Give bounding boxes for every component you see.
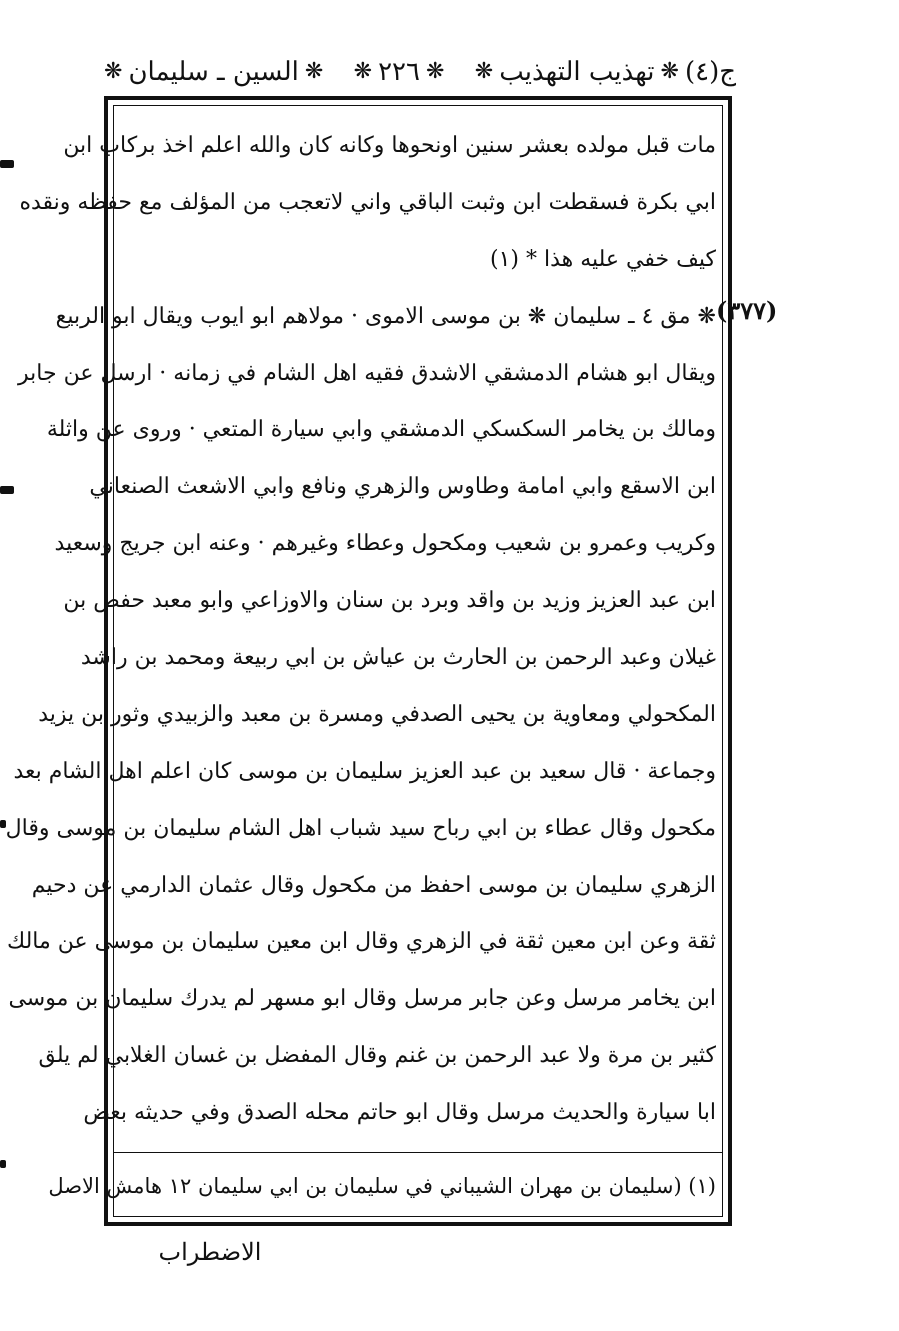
text-line: مات قبل مولده بعشر سنين اونحوها وكانه كان والله اعلم اخذ بركاب ابن [63, 133, 716, 158]
book-title: تهذيب التهذيب [499, 57, 655, 87]
margin-tick [0, 160, 14, 168]
text-line: وكريب وعمرو بن شعيب ومكحول وعطاء وغيرهم · وعنه ابن جريج وسعيد [54, 531, 716, 557]
text-line: كثير بن مرة ولا عبد الرحمن بن غنم وقال المفضل بن غسان الغلابي لم يلق [38, 1043, 716, 1069]
entry-number: (٣٧٧) [716, 296, 778, 325]
margin-tick [0, 486, 14, 494]
volume-label: ج(٤) [684, 57, 736, 87]
text-line: مكحول وقال عطاء بن ابي رباح سيد شباب اهل الشام سليمان بن موسى وقال [5, 815, 716, 841]
header-volume-title [475, 57, 736, 87]
ornament-icon: ❋ [104, 59, 123, 84]
text-line: كيف خفي عليه هذا * (١) [489, 246, 716, 272]
running-header [104, 40, 736, 104]
text-line: ابي بكرة فسقطت ابن وثبت الباقي واني لاتعجب من المؤلف مع حفظه ونقده [19, 189, 716, 215]
ornament-icon: ❋ [353, 59, 373, 84]
margin-tick [0, 1160, 6, 1168]
footnote: (١) (سليمان بن مهران الشيباني في سليمان بن ابي سليمان ١٢ هامش الاصل [48, 1174, 716, 1198]
entry-heading-line: ❋ مق ٤ ـ سليمان ❋ بن موسى الاموى · مولاهم ابو ايوب ويقال ابو الربيع [55, 303, 716, 329]
section-title: السين ـ سليمان [128, 57, 299, 87]
text-line: ابن الاسقع وابي امامة وطاوس والزهري ونافع وابي الاشعث الصنعاني [89, 474, 716, 500]
ornament-icon: ❋ [660, 59, 679, 84]
text-line: المكحولي ومعاوية بن يحيى الصدفي ومسرة بن معبد والزبيدي وثور بن يزيد [38, 701, 716, 727]
header-page-number [354, 57, 445, 87]
text-line: ابا سيارة والحديث مرسل وقال ابو حاتم محله الصدق وفي حديثه بعض [83, 1100, 716, 1126]
page-number: ٢٢٦ [378, 57, 420, 87]
text-line: غيلان وعبد الرحمن بن الحارث بن عياش بن ابي ربيعة ومحمد بن راشد [80, 645, 716, 671]
ornament-icon: ❋ [474, 59, 494, 84]
body-text [5, 118, 716, 1142]
ornament-icon: ❋ [425, 59, 445, 84]
footnote-divider [113, 1152, 723, 1153]
text-line: ثقة وعن ابن معين ثقة في الزهري وقال ابن معين سليمان بن موسى عن مالك [7, 929, 716, 955]
text-line: الزهري سليمان بن موسى احفظ من مكحول وقال عثمان الدارمي عن دحيم [31, 872, 716, 898]
text-line: ويقال ابو هشام الدمشقي الاشدق فقيه اهل الشام في زمانه · ارسل عن جابر [18, 360, 716, 386]
catchword: الاضطراب [158, 1238, 262, 1266]
text-line: وجماعة · قال سعيد بن عبد العزيز سليمان بن موسى كان اعلم اهل الشام بعد [13, 758, 716, 784]
text-line: ابن يخامر مرسل وعن جابر مرسل وقال ابو مسهر لم يدرك سليمان بن موسى [8, 986, 716, 1012]
margin-tick [0, 820, 6, 828]
header-section [104, 57, 323, 87]
ornament-icon: ❋ [304, 59, 324, 84]
text-line: ومالك بن يخامر السكسكي الدمشقي وابي سيارة المتعي · وروى عن واثلة [46, 417, 716, 443]
text-line: ابن عبد العزيز وزيد بن واقد وبرد بن سنان والاوزاعي وابو معبد حفص بن [63, 588, 716, 614]
